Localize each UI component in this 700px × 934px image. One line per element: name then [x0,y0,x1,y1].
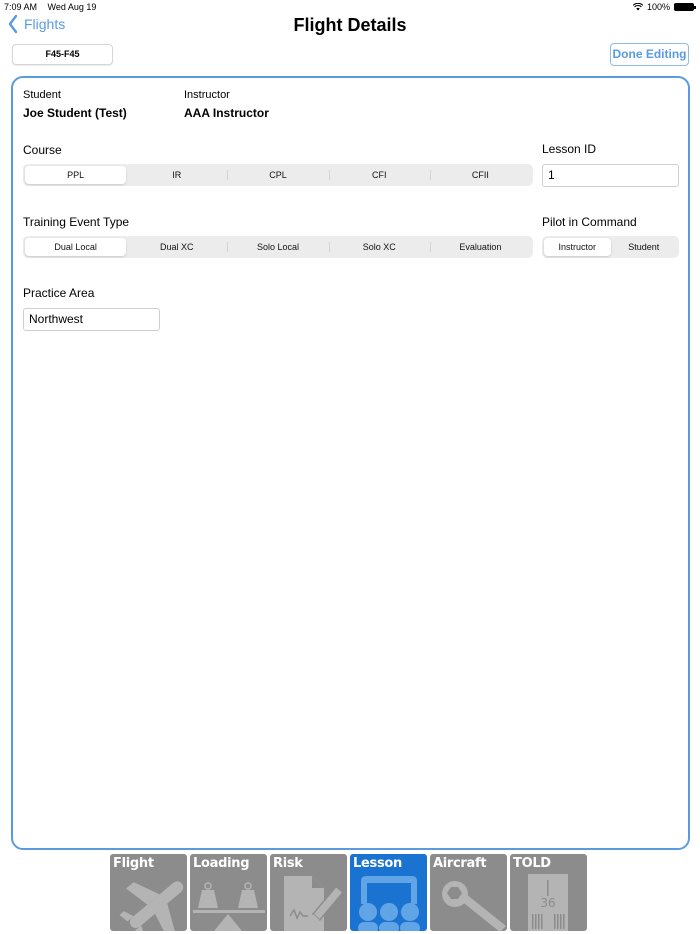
flight-details-card [11,76,690,850]
lesson-id-input[interactable]: 1 [542,164,679,187]
training-event-type-label: Training Event Type [23,215,130,229]
back-label: Flights [24,16,66,32]
event-option-evaluation[interactable]: Evaluation [430,238,531,256]
tab-told[interactable] [510,854,587,931]
tab-label: TOLD [513,856,551,871]
course-label: Course [23,143,62,157]
course-option-cfii[interactable]: CFII [430,166,531,184]
lesson-id-label: Lesson ID [542,142,597,156]
pic-option-student[interactable]: Student [628,242,660,252]
student-value: Joe Student (Test) [23,106,127,120]
instructor-value: AAA Instructor [184,106,269,120]
flight-id-button[interactable]: F45-F45 [12,44,113,65]
runway-number: 36 [540,896,556,910]
student-label: Student [23,89,61,101]
course-segmented-control[interactable] [23,164,533,186]
status-time: 7:09 AM [4,2,38,12]
practice-area-label: Practice Area [23,286,95,300]
course-option-cfi[interactable]: CFI [329,166,430,184]
tab-label: Risk [273,856,303,871]
tab-aircraft[interactable] [430,854,507,931]
instructor-label: Instructor [184,89,230,101]
tab-loading[interactable] [190,854,267,931]
tab-flight[interactable] [110,854,187,931]
tab-lesson[interactable] [350,854,427,931]
pilot-in-command-label: Pilot in Command [542,215,637,229]
practice-area-input[interactable]: Northwest [23,308,160,331]
event-option-solo-xc[interactable]: Solo XC [329,238,430,256]
tab-risk[interactable] [270,854,347,931]
tab-label: Loading [193,856,250,871]
tab-label: Flight [113,856,154,871]
event-option-dual-xc[interactable]: Dual XC [160,242,194,252]
wifi-icon [633,3,643,11]
event-option-solo-local[interactable]: Solo Local [227,238,328,256]
pic-option-instructor[interactable]: Instructor [544,238,611,256]
done-editing-button[interactable]: Done Editing [610,43,689,66]
event-option-dual-local[interactable]: Dual Local [25,238,126,256]
bottom-tab-bar [110,854,587,931]
training-event-type-segmented-control[interactable] [23,236,533,258]
course-option-cpl[interactable]: CPL [227,166,328,184]
battery-icon [674,3,694,11]
tab-label: Lesson [353,856,402,871]
status-date: Wed Aug 19 [47,2,97,12]
tab-label: Aircraft [433,856,487,871]
course-option-ir[interactable]: IR [172,170,182,180]
course-option-ppl[interactable]: PPL [25,166,126,184]
status-bar [0,0,700,14]
pilot-in-command-segmented-control[interactable] [542,236,679,258]
page-title: Flight Details [293,15,407,35]
battery-percent: 100% [646,2,670,12]
